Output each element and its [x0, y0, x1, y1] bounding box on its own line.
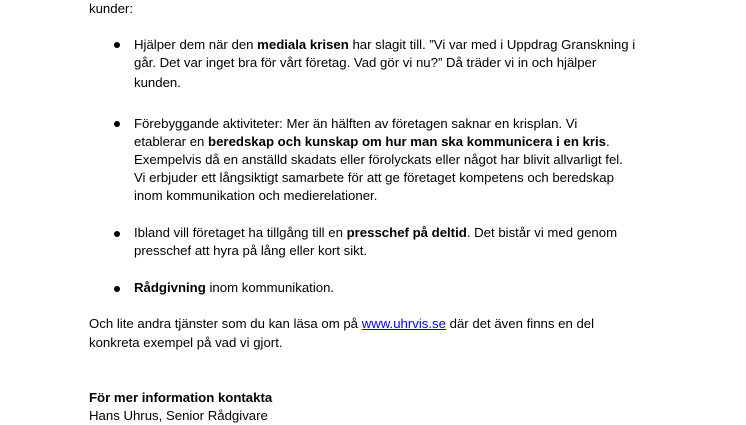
closing-line-2: konkreta exempel på vad vi gjort.	[89, 335, 283, 350]
contact-heading: För mer information kontakta	[89, 390, 273, 405]
contact-person: Hans Uhrus, Senior Rådgivare	[89, 408, 268, 423]
bullet-1-line-1: Hjälper dem när den mediala krisen har slagit till. ”Vi var med i Uppdrag Granskning i	[134, 37, 636, 52]
bold-press-chief: presschef på deltid	[346, 225, 467, 240]
bold-preparedness: beredskap och kunskap om hur man ska kommunicera i en kris	[208, 134, 607, 149]
bullet-2-line-3: Exempelvis då en anställd skadats eller förolyckats eller något har blivit allvarligt fel.	[134, 152, 623, 167]
bullet-1-line-3: kunden.	[134, 75, 181, 90]
bullet-2-line-5: inom kommunikation och medierelationer.	[134, 188, 378, 203]
bold-advisory: Rådgivning	[134, 280, 206, 295]
bullet-dot-icon	[114, 121, 120, 127]
bullet-3-line-2: presschef att hyra på lång eller kort sikt.	[134, 243, 368, 258]
bullet-1-line-2: går. Det var inget bra för vårt företag. Vad gör vi nu?” Då träder vi in och hjälper	[134, 55, 597, 70]
bullet-3-line-1: Ibland vill företaget ha tillgång till en presschef på deltid. Det bistår vi med genom	[134, 225, 618, 240]
bullet-dot-icon	[114, 231, 120, 237]
closing-line-1: Och lite andra tjänster som du kan läsa om på www.uhrvis.se där det även finns en del	[89, 316, 595, 331]
website-link[interactable]: www.uhrvis.se	[361, 316, 446, 331]
bullet-2-line-2: etablerar en beredskap och kunskap om hur man ska kommunicera i en kris.	[134, 134, 610, 149]
bullet-4-line-1: Rådgivning inom kommunikation.	[134, 280, 335, 295]
intro-tail-text: kunder:	[89, 1, 133, 16]
bullet-dot-icon	[114, 42, 120, 48]
bullet-dot-icon	[114, 286, 120, 292]
bullet-2-line-1: Förebyggande aktiviteter: Mer än hälften av företagen saknar en krisplan. Vi	[134, 116, 578, 131]
bullet-2-line-4: Vi erbjuder ett långsiktigt samarbete för att ge företaget kompetens och beredskap	[134, 170, 614, 185]
bold-media-crisis: mediala krisen	[257, 37, 349, 52]
